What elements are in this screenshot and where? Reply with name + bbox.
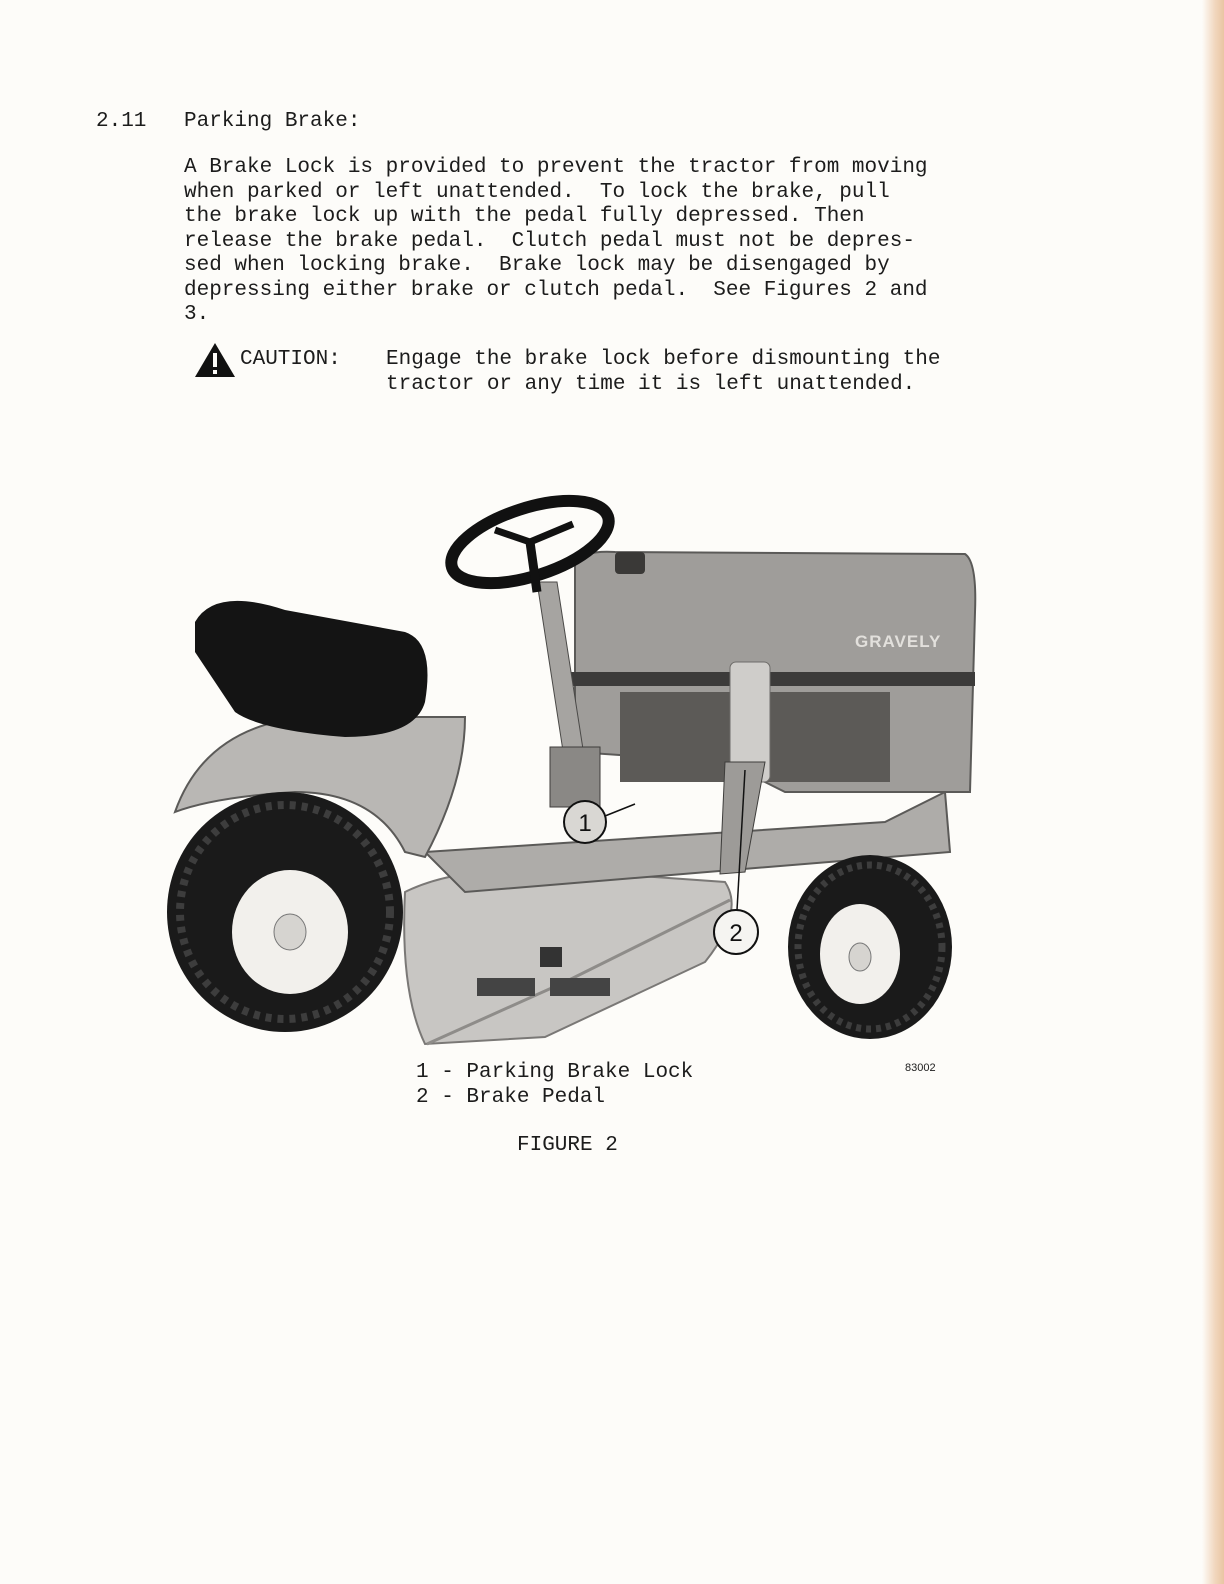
body-line: depressing either brake or clutch pedal. See Figures 2 and <box>184 278 928 302</box>
body-line: sed when locking brake. Brake lock may be disengaged by <box>184 254 890 277</box>
section-number: 2.11 <box>96 110 147 133</box>
figure-code: 83002 <box>905 1062 936 1074</box>
legend-item: 1 - Parking Brake Lock <box>416 1061 694 1084</box>
page-edge <box>1202 0 1224 1584</box>
callout-1-label: 1 <box>578 810 592 837</box>
legend-item: 2 - Brake Pedal <box>416 1086 606 1109</box>
body-line: 3. <box>184 303 210 326</box>
hood-brand: GRAVELY <box>855 632 942 651</box>
body-line: when parked or left unattended. To lock the brake, pull <box>184 180 890 204</box>
caution-line: Engage the brake lock before dismounting the <box>386 348 941 371</box>
callout-2-label: 2 <box>729 920 743 947</box>
seat <box>195 601 428 737</box>
body-line: the brake lock up with the pedal fully depressed. Then <box>184 205 865 228</box>
caution-text <box>386 348 941 397</box>
figure-caption: FIGURE 2 <box>517 1134 618 1157</box>
caution-label: CAUTION: <box>240 348 341 371</box>
body-line: release the brake pedal. Clutch pedal must not be depres- <box>184 229 915 253</box>
figure-legend <box>416 1060 693 1110</box>
tractor-figure <box>165 492 995 1052</box>
body-line: A Brake Lock is provided to prevent the tractor from moving <box>184 156 928 179</box>
section-title: Parking Brake: <box>184 110 361 133</box>
body-paragraph <box>184 156 1064 328</box>
mower-deck <box>404 870 732 1045</box>
caution-line: tractor or any time it is left unattended. <box>386 372 916 396</box>
warning-triangle-icon <box>194 342 236 378</box>
